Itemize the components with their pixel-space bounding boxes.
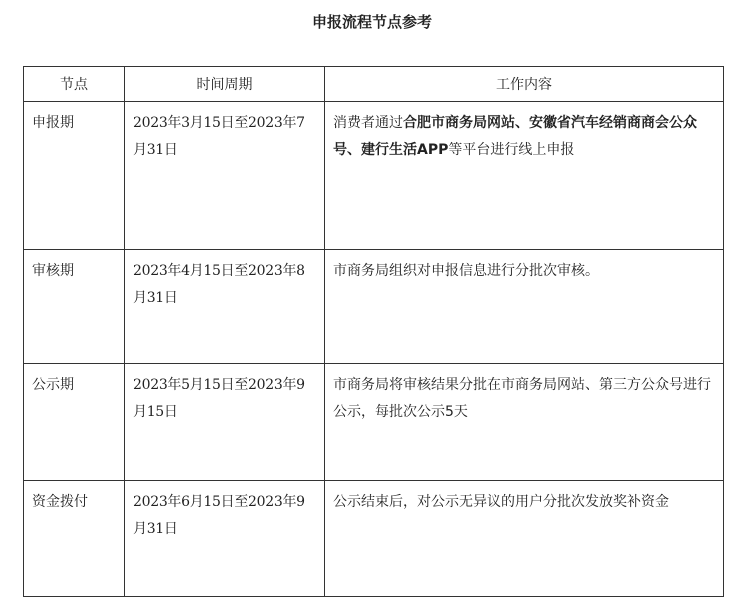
period-cell: 2023年3月15日至2023年7月31日 [125, 102, 325, 250]
period-cell: 2023年5月15日至2023年9月15日 [125, 364, 325, 481]
header-content: 工作内容 [325, 67, 724, 102]
platform-list: 合肥市商务局网站、安徽省汽车经销商商会公众号、建行生活APP [333, 115, 697, 158]
table-row [24, 364, 724, 481]
period-cell: 2023年6月15日至2023年9月31日 [125, 481, 325, 597]
content-prefix: 消费者通过 [333, 115, 403, 131]
table-row [24, 102, 724, 250]
header-period: 时间周期 [125, 67, 325, 102]
content-cell: 市商务局组织对申报信息进行分批次审核。 [325, 250, 724, 364]
table-row [24, 481, 724, 597]
content-cell [325, 102, 724, 250]
period-cell: 2023年4月15日至2023年8月31日 [125, 250, 325, 364]
table-row [24, 250, 724, 364]
process-schedule-table [23, 66, 724, 597]
node-cell: 申报期 [24, 102, 125, 250]
node-cell: 公示期 [24, 364, 125, 481]
header-node: 节点 [24, 67, 125, 102]
content-suffix: 等平台进行线上申报 [448, 142, 575, 158]
content-cell: 公示结束后，对公示无异议的用户分批次发放奖补资金 [325, 481, 724, 597]
table-header-row [24, 67, 724, 102]
content-cell: 市商务局将审核结果分批在市商务局网站、第三方公众号进行公示，每批次公示5天 [325, 364, 724, 481]
node-cell: 资金拨付 [24, 481, 125, 597]
node-cell: 审核期 [24, 250, 125, 364]
document-title: 申报流程节点参考 [311, 13, 432, 31]
